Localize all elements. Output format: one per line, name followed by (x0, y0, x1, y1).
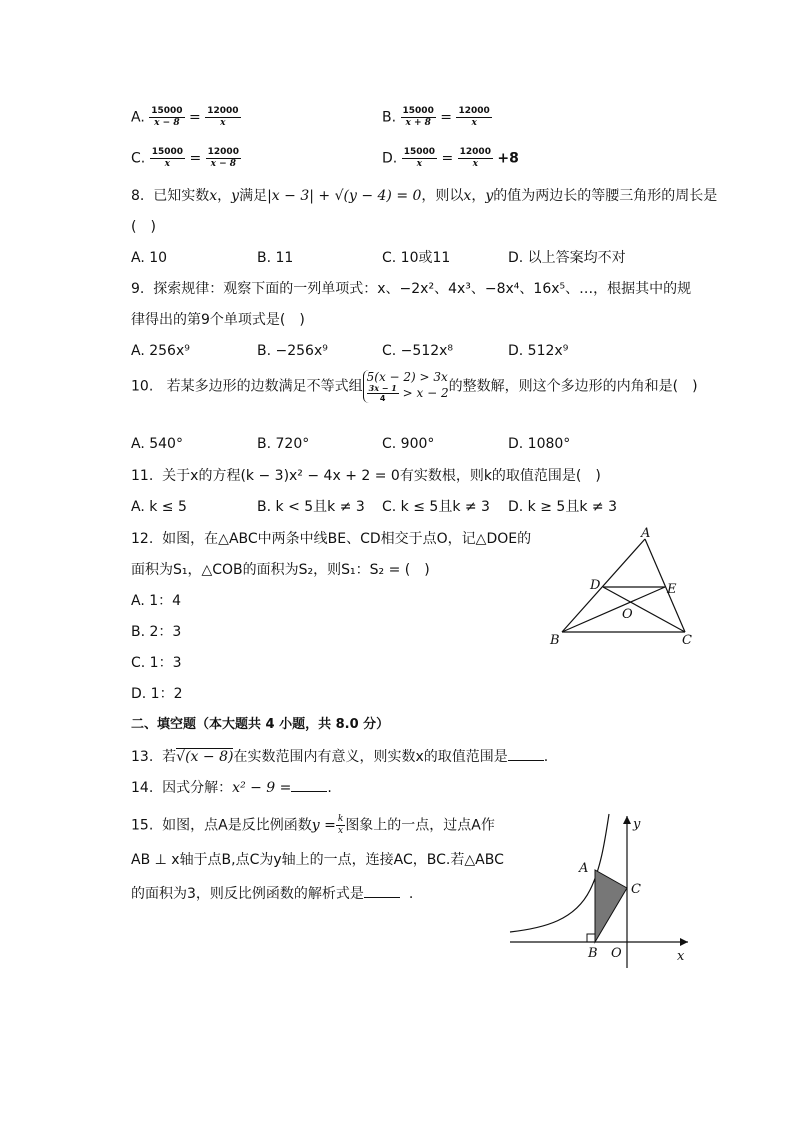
q9-option-c: C. −512x⁸ (382, 343, 454, 359)
q9-option-b: B. −256x⁹ (257, 343, 328, 359)
q8-option-a: A. 10 (131, 250, 168, 266)
q10-option-a: A. 540° (131, 436, 183, 452)
x-axis-arrow-icon (680, 938, 688, 946)
right-angle-mark (587, 934, 595, 942)
side-ac (645, 539, 685, 632)
q7-option-b: B. $\frac{15000}{x + 8}$ = $\frac{12000}{x}$ (382, 106, 490, 128)
q11-option-c: C. k ≤ 5且k ≠ 3 (382, 499, 490, 515)
q12-triangle-figure (540, 525, 710, 655)
fraction: $\frac{12000}{x}$ (459, 147, 491, 169)
fraction: $\frac{12000}{x - 8}$ (207, 147, 239, 169)
hyperbola-curve (510, 814, 609, 932)
q11-option-d: D. k ≥ 5且k ≠ 3 (508, 499, 617, 515)
q12-stem: 12. 如图，在△ABC中两条中线BE、CD相交于点O，记△DOE的 (131, 531, 532, 547)
q9-stem-line2: 律得出的第9个单项式是( ) (131, 312, 305, 328)
inequality-system: 5(x − 2) > 3x $\frac{3x - 1}{4}$ > x − 2 (363, 370, 449, 403)
q10-option-d: D. 1080° (508, 436, 571, 452)
vertex-label-b: B (550, 633, 560, 648)
axis-label-y: y (633, 817, 641, 832)
q9-option-d: D. 512x⁹ (508, 343, 569, 359)
q8-paren: ( ) (131, 219, 156, 235)
q14-stem: 14. 因式分解：x² − 9 = . (131, 780, 332, 796)
q9-stem: 9. 探索规律：观察下面的一列单项式：x、−2x²、4x³、−8x⁴、16x⁵、…，根据其中的规 (131, 281, 692, 297)
y-axis-arrow-icon (623, 816, 631, 824)
q10-stem: 10. 若某多边形的边数满足不等式组 5(x − 2) > 3x $\frac{3x - 1}{4}$ > x − 2 的整数解，则这个多边形的内角和是( ) (131, 370, 698, 403)
origin-label-o: O (611, 946, 622, 961)
q15-stem-line2: AB ⊥ x轴于点B,点C为y轴上的一点，连接AC，BC.若△ABC (131, 852, 504, 868)
q8-stem: 8. 已知实数x，y满足|x − 3| + √(y − 4) = 0，则以x，y的值为两边长的等腰三角形的周长是 (131, 188, 718, 204)
point-label-c: C (631, 882, 641, 897)
median-be (562, 587, 665, 632)
point-label-a: A (579, 861, 589, 876)
q10-option-b: B. 720° (257, 436, 310, 452)
q7-option-d: D. $\frac{15000}{x}$ = $\frac{12000}{x}$ +8 (382, 147, 519, 169)
q10-option-c: C. 900° (382, 436, 435, 452)
q12-option-b: B. 2：3 (131, 624, 182, 640)
point-label-b: B (588, 946, 598, 961)
vertex-label-c: C (682, 633, 692, 648)
q11-option-b: B. k < 5且k ≠ 3 (257, 499, 365, 515)
fraction: $\frac{12000}{x}$ (207, 106, 239, 128)
fraction: $\frac{12000}{x}$ (458, 106, 490, 128)
q11-option-a: A. k ≤ 5 (131, 499, 187, 515)
fraction: $\frac{15000}{x + 8}$ (402, 106, 434, 128)
fraction: $\frac{15000}{x}$ (403, 147, 435, 169)
answer-blank[interactable] (508, 748, 544, 761)
q8-option-c: C. 10或11 (382, 250, 451, 266)
vertex-label-a: A (641, 526, 651, 541)
point-label-e: E (667, 582, 677, 597)
fraction: $\frac{15000}{x}$ (151, 147, 183, 169)
q7-option-c: C. $\frac{15000}{x}$ = $\frac{12000}{x - 8}$ (131, 147, 239, 169)
q12-stem-line2: 面积为S₁，△COB的面积为S₂，则S₁：S₂ = ( ) (131, 562, 430, 578)
axis-label-x: x (677, 949, 685, 964)
q11-stem: 11. 关于x的方程(k − 3)x² − 4x + 2 = 0有实数根，则k的取值范围是( ) (131, 468, 601, 484)
answer-blank[interactable] (291, 779, 327, 792)
answer-blank[interactable] (364, 885, 400, 898)
fraction: $\frac{15000}{x - 8}$ (151, 106, 183, 128)
q13-stem: 13. 若√(x − 8)在实数范围内有意义，则实数x的取值范围是 . (131, 749, 549, 765)
point-label-d: D (590, 578, 601, 593)
q15-stem-line3: 的面积为3，则反比例函数的解析式是 . (131, 886, 414, 902)
q12-option-d: D. 1：2 (131, 686, 183, 702)
q12-option-a: A. 1：4 (131, 593, 182, 609)
q8-option-b: B. 11 (257, 250, 294, 266)
q15-graph-figure (505, 810, 695, 970)
point-label-o: O (622, 607, 633, 622)
q9-option-a: A. 256x⁹ (131, 343, 190, 359)
q7-option-a: A. $\frac{15000}{x - 8}$ = $\frac{12000}{x}$ (131, 106, 239, 128)
section-heading: 二、填空题（本大题共 4 小题，共 8.0 分） (131, 717, 390, 732)
q15-stem: 15. 如图，点A是反比例函数y = $\frac{k}{x}$ 图象上的一点，过点A作 (131, 814, 495, 836)
q8-option-d: D. 以上答案均不对 (508, 250, 626, 266)
triangle-abc (595, 870, 627, 942)
q12-option-c: C. 1：3 (131, 655, 182, 671)
